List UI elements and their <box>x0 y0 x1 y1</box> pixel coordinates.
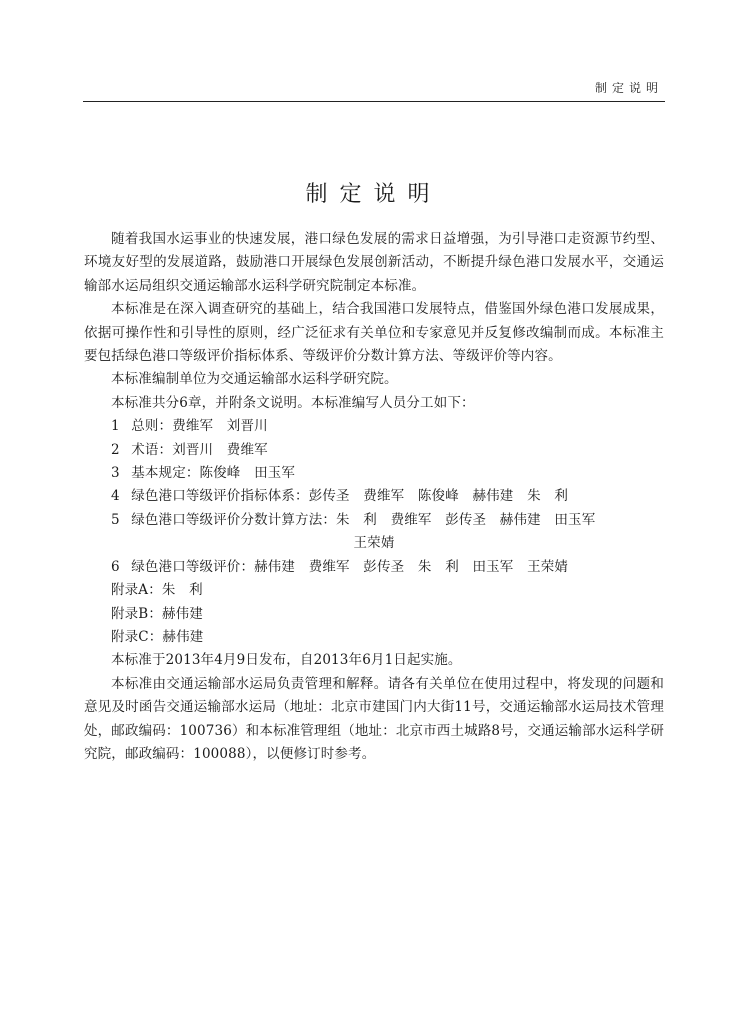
appendix-item: 附录C：赫伟建 <box>111 628 204 645</box>
paragraph-management: 本标准由交通运输部水运局负责管理和解释。请各有关单位在使用过程中，将发现的问题和意见及时函告交通运输部水运局（地址：北京市建国门内大街11号，交通运输部水运局技术管理处，邮政编码：100736）和本标准管理组（地址：北京市西土城路8号，交通运输部水运科学研究院，邮政编码：100088），以便修订时参考。 <box>84 675 664 762</box>
paragraph-background: 随着我国水运事业的快速发展，港口绿色发展的需求日益增强，为引导港口走资源节约型、环境友好型的发展道路，鼓励港口开展绿色发展创新活动，不断提升绿色港口发展水平，交通运输部水运局组织交通运输部水运科学研究院制定本标准。 <box>84 231 664 294</box>
running-header: 制定说明 <box>594 81 663 95</box>
assignment-item-continuation: 王荣婧 <box>353 535 395 552</box>
appendix-item: 附录B：赫伟建 <box>111 605 203 622</box>
assignment-item: 6 绿色港口等级评价：赫伟建 费维军 彭传圣 朱 利 田玉军 王荣婧 <box>111 558 569 575</box>
document-body <box>84 228 664 766</box>
paragraph-structure: 本标准共分6章，并附条文说明。本标准编写人员分工如下： <box>111 394 475 411</box>
assignment-item: 2 术语：刘晋川 费维军 <box>111 441 268 458</box>
assignment-item: 4 绿色港口等级评价指标体系：彭传圣 费维军 陈俊峰 赫伟建 朱 利 <box>111 488 569 505</box>
header-divider <box>83 101 665 102</box>
paragraph-compiling-unit: 本标准编制单位为交通运输部水运科学研究院。 <box>111 371 398 388</box>
assignment-item: 3 基本规定：陈俊峰 田玉军 <box>111 465 296 482</box>
paragraph-effective-date: 本标准于2013年4月9日发布，自2013年6月1日起实施。 <box>111 652 462 669</box>
assignment-item: 1 总则：费维军 刘晋川 <box>111 418 268 435</box>
appendix-item: 附录A：朱 利 <box>111 582 203 599</box>
page-title: 制定说明 <box>305 182 442 207</box>
assignment-item: 5 绿色港口等级评价分数计算方法：朱 利 费维军 彭传圣 赫伟建 田玉军 <box>111 511 596 528</box>
paragraph-basis: 本标准是在深入调查研究的基础上，结合我国港口发展特点，借鉴国外绿色港口发展成果，依据可操作性和引导性的原则，经广泛征求有关单位和专家意见并反复修改编制而成。本标准主要包括绿色港口等级评价指标体系、等级评价分数计算方法、等级评价等内容。 <box>84 301 664 365</box>
